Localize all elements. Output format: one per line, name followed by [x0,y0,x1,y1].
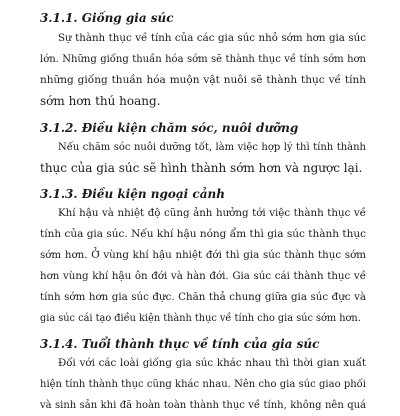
text-line: sớm hơn. Ở vùng khí hậu nhiệt đới thì gia súc thành thục sớm [40,249,366,261]
section-heading-3-1-3: 3.1.3. Điều kiện ngoại cảnh [40,187,225,201]
section-body-3-1-2 [40,137,366,179]
text-line: Đối với các loài giống gia súc khác nhau thì thời gian xuất [58,357,366,369]
text-line: và sinh sản khi đã hoàn toàn thành thục về tính, không nên quá [40,400,366,411]
text-line: Sự thành thục về tính của các gia súc nhỏ sớm hơn gia súc [58,32,366,44]
text-line: sớm hơn thú hoang. [40,94,161,108]
section-body-3-1-3 [40,203,366,329]
text-line: lớn. Những giống thuần hóa sớm sẽ thành thục về tính sớm hơn [40,54,366,65]
text-line: gia súc cái tạo điều kiện thành thục về tính cho gia súc sớm hơn. [40,313,361,324]
text-line: Khí hậu và nhiệt độ cũng ảnh hưởng tới việc thành thục về [58,207,366,219]
text-line: hơn vùng khí hậu ôn đới và hàn đới. Gia súc cái thành thục về [40,270,366,282]
section-heading-3-1-1: 3.1.1. Giống gia súc [40,11,174,25]
section-body-3-1-1 [40,28,366,112]
section-body-3-1-4 [40,353,366,416]
text-line: hiện tính thành thục cũng khác nhau. Nên cho gia súc giao phối [40,379,366,390]
text-line: tính sớm hơn gia súc đực. Chăn thả chung giữa gia súc đực và [40,291,366,303]
text-line: thục của gia súc sẽ hình thành sớm hơn và ngược lại. [40,161,363,175]
text-line: những giống thuần hóa muộn vật nuôi sẽ thành thục về tính [40,74,366,86]
text-line: Nếu chăm sóc nuôi dưỡng tốt, làm việc hợp lý thì tính thành [58,142,366,153]
section-heading-3-1-2: 3.1.2. Điều kiện chăm sóc, nuôi dưỡng [40,121,299,135]
section-heading-3-1-4: 3.1.4. Tuổi thành thục về tính của gia súc [40,337,320,351]
text-line: tính của gia súc. Nếu khí hậu nóng ẩm thì gia súc thành thục [40,228,366,240]
